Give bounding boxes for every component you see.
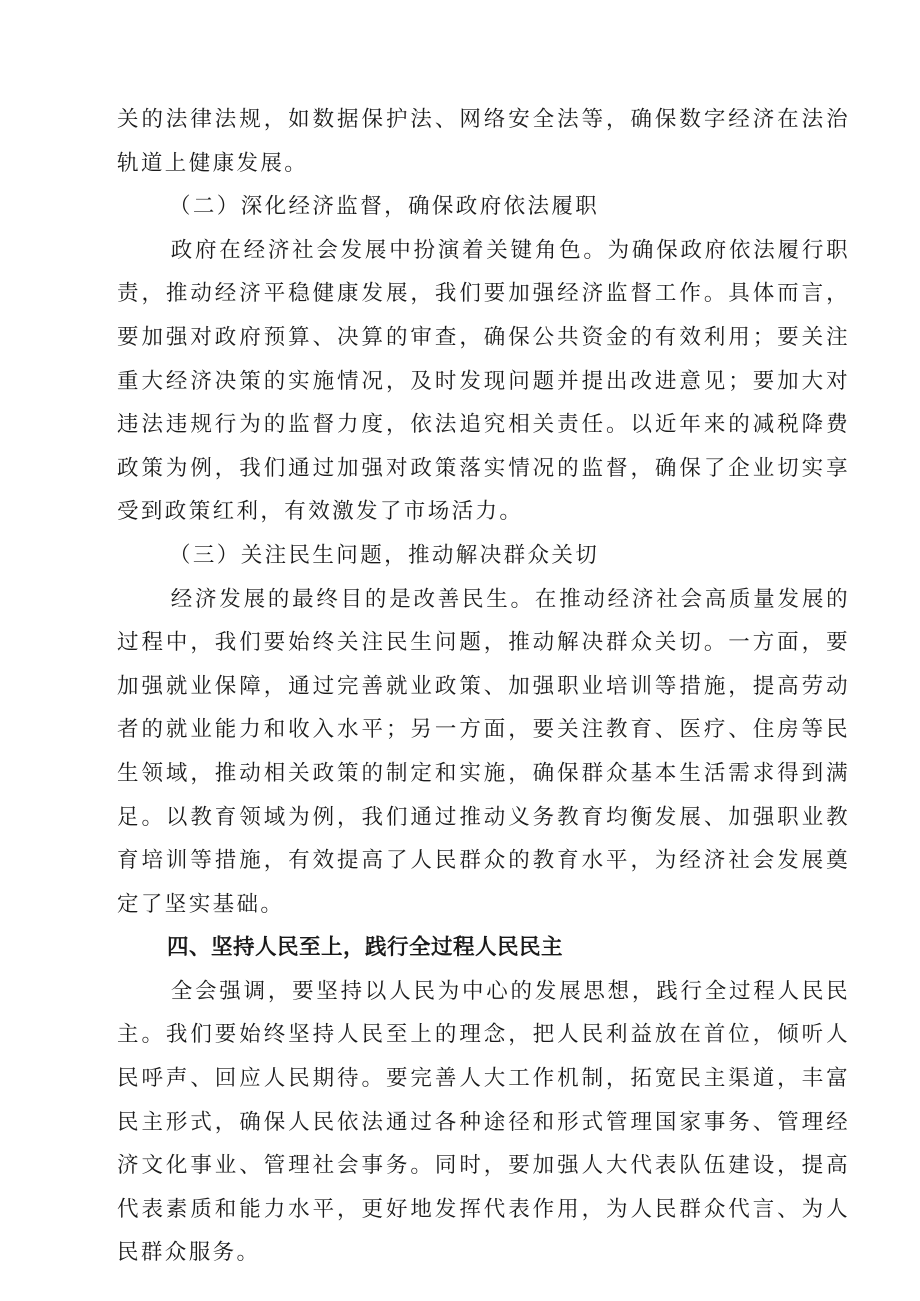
section-heading-2: （二）深化经济监督，确保政府依法履职 [169,194,600,220]
paragraph-continuation: 关的法律法规，如数据保护法、网络安全法等，确保数字经济在法治轨道上健康发展。 [117,107,850,176]
paragraph-people-democracy: 全会强调，要坚持以人民为中心的发展思想，践行全过程人民民主。我们要始终坚持人民至上的理念，把人民利益放在首位，倾听人民呼声、回应人民期待。要完善人大工作机制，拓宽民主渠道，丰富民主形式，确保人民依法通过各种途径和形式管理国家事务、管理经济文化事业、管理社会事务。同时，要加强人大代表队伍建设，提高代表素质和能力水平，更好地发挥代表作用，为人民群众代言、为人民群众服务。 [117,978,850,1266]
section-heading-3: （三）关注民生问题，推动解决群众关切 [169,542,600,568]
paragraph-livelihood: 经济发展的最终目的是改善民生。在推动经济社会高质量发展的过程中，我们要始终关注民生问题，推动解决群众关切。一方面，要加强就业保障，通过完善就业政策、加强职业培训等措施，提高劳动者的就业能力和收入水平；另一方面，要关注教育、医疗、住房等民生领域，推动相关政策的制定和实施，确保群众基本生活需求得到满足。以教育领域为例，我们通过推动义务教育均衡发展、加强职业教育培训等措施，有效提高了人民群众的教育水平，为经济社会发展奠定了坚实基础。 [117,586,850,917]
chapter-heading-4: 四、坚持人民至上，践行全过程人民民主 [167,935,564,961]
document-body [117,98,850,1275]
paragraph-economic-supervision: 政府在经济社会发展中扮演着关键角色。为确保政府依法履行职责，推动经济平稳健康发展，我们要加强经济监督工作。具体而言，要加强对政府预算、决算的审查，确保公共资金的有效利用；要关注重大经济决策的实施情况，及时发现问题并提出改进意见；要加大对违法违规行为的监督力度，依法追究相关责任。以近年来的减税降费政策为例，我们通过加强对政策落实情况的监督，确保了企业切实享受到政策红利，有效激发了市场活力。 [117,237,850,525]
